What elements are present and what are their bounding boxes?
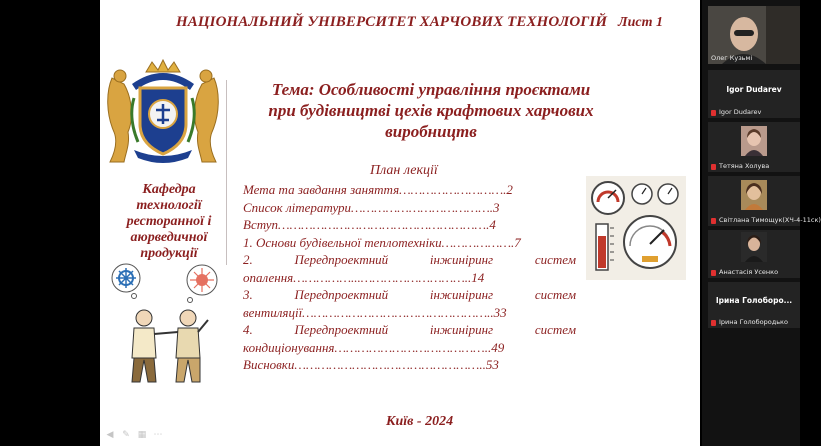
lecture-plan — [243, 181, 576, 374]
slides-grid-icon[interactable]: ▦ — [137, 430, 147, 440]
plan-row: Висновки…………………………………………..53 — [243, 357, 499, 372]
lecture-topic — [236, 79, 626, 142]
participant-tile[interactable] — [708, 6, 800, 64]
department-divider — [226, 80, 227, 265]
department-line: ресторанної і — [126, 214, 212, 229]
participants-panel — [702, 0, 821, 446]
topic-line: виробництв — [385, 122, 477, 141]
participant-avatar — [741, 180, 767, 210]
university-emblem — [104, 58, 222, 166]
participant-card-name: Ірина Голоборо... — [715, 295, 793, 305]
participant-name: Анастасія Усенко — [719, 268, 779, 276]
muted-mic-icon — [711, 110, 716, 116]
plan-title: План лекції — [370, 163, 438, 178]
topic-line: Тема: Особливості управління проєктами — [271, 80, 591, 99]
participant-name: Ірина Голобородько — [719, 318, 788, 326]
department-line: аюрведичної — [130, 230, 208, 245]
department-line: продукції — [140, 246, 198, 261]
plan-row: Список літератури……………………………….3 — [243, 199, 500, 215]
participant-tile[interactable] — [708, 282, 800, 328]
participant-tile[interactable] — [708, 122, 800, 172]
muted-mic-icon — [711, 270, 716, 276]
participant-tile[interactable] — [708, 230, 800, 278]
plan-row: кондиціонування…………………………………..49 — [243, 339, 505, 355]
slide-toolbar — [104, 430, 164, 440]
participant-tile[interactable] — [708, 70, 800, 118]
participant-name: Тетяна Холува — [719, 162, 770, 170]
participant-name: Igor Dudarev — [719, 108, 762, 116]
plan-row: вентиляції…………………………………………..33 — [243, 304, 507, 320]
previous-slide-icon[interactable]: ◀ — [106, 430, 114, 440]
two-people-illustration — [104, 262, 232, 386]
plan-row: 1. Основи будівельної теплотехніки……………….7 — [243, 234, 521, 250]
plan-row: Мета та завдання заняття……………………….2 — [243, 182, 513, 197]
participant-avatar — [741, 232, 767, 262]
participant-tile[interactable] — [708, 176, 821, 226]
participant-avatar — [741, 126, 767, 156]
city-year: Київ - 2024 — [386, 414, 454, 429]
shared-slide — [100, 0, 700, 446]
muted-mic-icon — [711, 218, 716, 224]
muted-mic-icon — [711, 320, 716, 326]
sheet-label: Лист 1 — [618, 15, 663, 30]
department-line: Кафедра — [142, 182, 196, 197]
participant-card-name: Igor Dudarev — [726, 84, 782, 94]
plan-row: 3. Передпроектний інжиніринг систем — [243, 287, 576, 302]
pen-icon[interactable]: ✎ — [122, 430, 130, 440]
department-line: технології — [136, 198, 202, 213]
plan-row: Вступ……………………………………………….4 — [243, 217, 496, 232]
participant-name: Олег Кузьмі — [711, 54, 753, 62]
more-options-icon[interactable]: ⋯ — [153, 430, 163, 440]
plan-row: 2. Передпроектний інжиніринг систем — [243, 252, 576, 267]
topic-line: при будівництві цехів крафтових харчових — [268, 101, 594, 120]
department-name — [114, 182, 224, 262]
participant-name: Світлана Тимощук(ХЧ-4-11ск) — [719, 216, 821, 224]
plan-row: 4. Передпроектний інжиніринг систем — [243, 322, 576, 337]
muted-mic-icon — [711, 164, 716, 170]
university-title: НАЦІОНАЛЬНИЙ УНІВЕРСИТЕТ ХАРЧОВИХ ТЕХНОЛОГІЙ — [176, 14, 608, 30]
plan-row: опалення……………...………………………..14 — [243, 269, 485, 285]
gauges-illustration — [586, 176, 686, 280]
